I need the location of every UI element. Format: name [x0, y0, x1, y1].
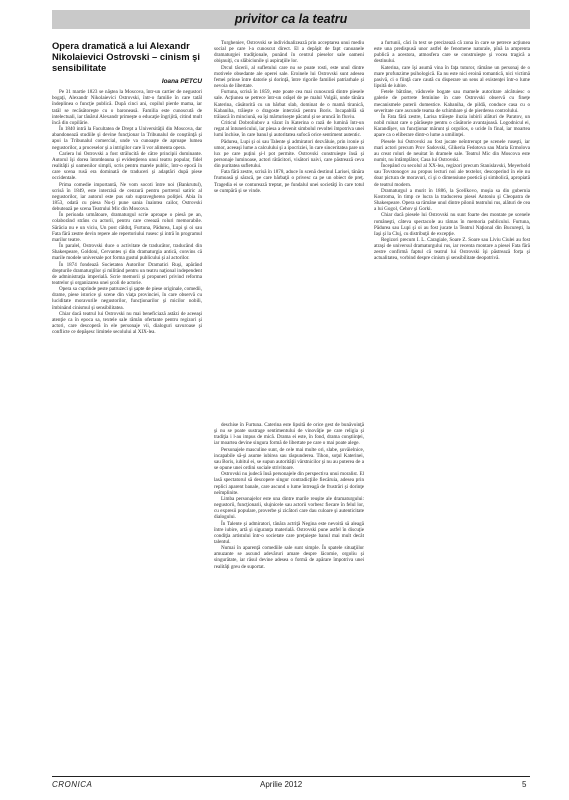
paragraph: deschise în Furtuna. Caterina este lipsită de orice gest de bunăvoinţă şi nu se poate sustrage sentimentului de vinovăţie pe care religia şi tradiţia i l-au impus de mică. Drama ei este, în fond, drama conştiinţei, iar moartea devine singura formă de libertate pe care o mai poate alege. [214, 422, 364, 447]
paragraph: Personajele masculine sunt, de cele mai multe ori, slabe, şovăielnice, incapabile să-şi asume iubirea sau răspunderea. Tihon, soţul Katerinei, sau Boris, iubitul ei, se supun autorităţii vârstnicilor şi nu au puterea de a se opune unei ordini sociale strivitoare. [214, 446, 364, 472]
footer-divider [52, 776, 530, 777]
footer-publication: CRONICA [52, 780, 93, 789]
paragraph: Dramaturgul a murit în 1886, la Şcelîkovo, moşia sa din gubernia Kostroma, în timp ce lucra la traducerea piesei Antoniu şi Cleopatra de Shakespeare. Opera sa rămâne unul dintre pilonii teatrului rus, alături de cea a lui Gogol, Cehov şi Gorki. [374, 187, 530, 213]
paragraph: Drcul tăcerii, al sufletului care nu se poate rosti, este unul dintre motivele obsedante ale operei sale. Eroinele lui Ostrovski sunt adesea femei prinse între datorie şi dorinţă, între rigorile familiei patriarhale şi nevoia de libertate. [214, 64, 364, 90]
paragraph: Pădurea, Lupi şi oi sau Talente şi admiratori dezvăluie, prin ironie şi umor, aceeaşi lume a calculului şi a ipocriziei, în care sinceritatea pare un lux pe care puţini şi-l pot permite. Ostrovski construieşte însă şi personaje luminoase, actori rătăcitori, visători naivi, care păstrează ceva din puritatea sufletului. [214, 138, 364, 170]
paragraph: Fata fără zestre, scrisă în 1878, aduce în scenă destinul Larisei, tânăra frumoasă şi săracă, pe care bărbaţii o privesc ca pe un obiect de preţ. Tragedia ei se conturează treptat, pe fundalul unei societăţi în care totul se cumpără şi se vinde. [214, 169, 364, 194]
article-author: Ioana PETCU [161, 78, 202, 85]
paragraph: Furtuna, scrisă în 1859, este poate cea mai cunoscută dintre piesele sale. Acţiunea se petrece într-un orăşel de pe malul Volgăi, unde tânăra Katerina, căsătorită cu un bărbat slab, dominat de o mamă tiranică, Kabaniha, trăieşte o dragoste interzisă pentru Boris. Incapabilă să trăiască în minciună, ea îşi mărturiseşte păcatul şi se aruncă în fluviu. [214, 89, 364, 120]
paragraph: În Fata fără zestre, Larisa trăieşte iluzia iubirii alături de Paratov, un nobil ruinat care o părăseşte pentru o căsătorie avantajoasă. Logodnicul ei, Karandîşev, un funcţionar mărunt şi orgolios, o ucide în final, iar moartea apare ca o eliberare dintr-o lume a umilinţei. [374, 113, 530, 139]
paragraph: a furtunii, căci în text se precizează că zona în care se petrece acţiunea este una predispusă unor astfel de fenomene naturale, pînă la amprenta publică a acestora, atmosfera care se construieşte şi vocea tragică a destinului. [374, 40, 530, 65]
paragraph: Chiar dacă piesele lui Ostrovski nu sunt foarte des montate pe scenele româneşti, câteva spectacole au rămas în memoria publicului. Furtuna, Pădurea sau Lupi şi oi au fost jucate la Teatrul Naţional din Bucureşti, la Iaşi şi la Cluj, cu distribuţii de excepţie. [374, 212, 530, 237]
paragraph: Pe 31 martie 1823 se năştea la Moscova, într-un cartier de negustori bogaţi, Alexandr Nikolaievici Ostrovski, într-o familie în care tatăl îndeplinea o funcţie publică. După cinci ani, copilul pierde mama, iar tatăl se recăsătoreşte cu o baroneasă. Familia este cunoscută de intelectuali, iar tânărul Alexandr primeşte o educaţie îngrijită, citind mult încă din copilărie. [52, 89, 202, 126]
section-banner-title: privitor ca la teatru [234, 12, 348, 26]
article-column-3 [374, 40, 530, 762]
paragraph: Ostrovski nu judecă însă personajele din perspectiva unui moralist. El lasă spectatorul să descopere singur contradicţiile fiecăruia, adesea prin replici aparent banale, care ascund o lume întreagă de frustrări şi dorinţe neîmplinite. [214, 471, 364, 496]
section-banner [52, 10, 530, 29]
paragraph: Prima comedie importantă, Ne vom socoti între noi (Bankrutul), scrisă în 1849, este interzisă de cenzură pentru portretul satiric al negustorilor, iar autorul este pus sub supravegherea poliţiei. Abia în 1853, odată cu piesa Nu-ţi pune sania înaintea cailor, Ostrovski debutează pe scena Teatrului Mic din Moscova. [52, 181, 202, 213]
paragraph: Fetele bătrâne, văduvele bogate sau mamele autoritare alcătuiesc o galerie de portrete feminine în care Ostrovski observă cu fineţe mecanismele puterii domestice. Kabaniha, de pildă, conduce casa cu o severitate care ascunde teama de schimbare şi de pierderea controlului. [374, 89, 530, 114]
paragraph: Începând cu secolul al XX-lea, regizori precum Stanislavski, Meyerhold sau Tovstonogov au propus lecturi noi ale textelor, descoperind în ele nu doar pictura de moravuri, ci şi o dimensiune poetică şi simbolică, apropiată de teatrul modern. [374, 163, 530, 188]
paragraph: În 1840 intră la Facultatea de Drept a Universităţii din Moscova, dar abandonează studiile şi devine funcţionar la Tribunalul de conştiinţă şi apoi la Tribunalul comercial, unde va cunoaşte de aproape lumea negustorilor, a proceselor şi a intrigilor care îi vor alimenta opera. [52, 126, 202, 151]
paragraph: În Talente şi admiratori, tânăra actriţă Negina este nevoită să aleagă între iubire, artă şi siguranţa materială. Ostrovski pune astfel în discuţie condiţia artistului într-o societate care preţuieşte banul mai mult decât talentul. [214, 520, 364, 545]
paragraph: Opera sa cuprinde peste patruzeci şi şapte de piese originale, comedii, drame, piese istorice şi scene din viaţa provinciei, în care observă cu luciditate moravurile negustorilor, funcţionarilor şi micilor nobili, îmbinând cinismul şi sensibilitatea. [52, 286, 202, 311]
paragraph: Regizori precum I. L. Caragiale, Soare Z. Soare sau Liviu Ciulei au fost atraşi de universul dramaturgului rus, iar recenta montare a piesei Fata fără zestre confirmă faptul că teatrul lui Ostrovski îşi păstrează forţa şi actualitatea, vorbind despre cinism şi sensibilitate deopotrivă. [374, 237, 530, 262]
article-title: Opera dramatică a lui Alexandr Nikolaievici Ostrovski – cinism şi sensibilitate [52, 40, 200, 73]
paragraph: Criticul Dobroliubov a văzut în Katerina o rază de lumină într-un regat al întunericului, iar piesa a devenit simbolul revoltei împotriva unei lumi închise, în care banul şi autoritatea sufocă orice sentiment autentic. [214, 120, 364, 139]
article-column-1 [52, 40, 202, 762]
paragraph: În paralel, Ostrovski duce o activitate de traducător, traducând din Shakespeare, Goldoni, Cervantes şi din dramaturgia antică, convins că marile modele universale pot forma gustul publicului şi al actorilor. [52, 243, 202, 262]
paragraph: Katerina, care îşi asumă vina în faţa tuturor, rămâne un personaj de o mare profunzime psihologică. Ea nu este nici eroină romantică, nici victimă pasivă, ci o fiinţă care caută cu disperare un sens al existenţei într-o lume lipsită de iubire. [374, 64, 530, 90]
paragraph: Numai în aparenţă comediile sale sunt simple. În spatele situaţiilor amuzante se ascund adevăruri amare despre lăcomie, orgoliu şi singurătate, iar râsul devine adesea o formă de apărare împotriva unei realităţi greu de suportat. [214, 545, 364, 570]
article-column-2 [214, 40, 364, 410]
paragraph: Piesele lui Ostrovski au fost jucate neîntrerupt pe scenele ruseşti, iar mari actori precum Prov Sadovski, Glikeria Fedotova sau Maria Ermolova au creat roluri de neuitat în dramele sale. Teatrul Mic din Moscova este numit, nu întâmplător, Casa lui Ostrovski. [374, 138, 530, 163]
footer-issue-date: Aprilie 2012 [260, 780, 303, 789]
paragraph: În 1874 fondează Societatea Autorilor Dramatici Ruşi, apărând drepturile dramaturgilor şi militând pentru un teatru naţional independent de administraţia imperială. Scrie memorii şi propuneri privind reforma teatrelor şi organizarea unei şcoli de actorie. [52, 261, 202, 286]
paragraph: Turgheniev, Ostrovski se individualizează prin acceptarea unui mediu social pe care l-a cunoscut direct. El a depăşit de fapt canoanele dramaturgiei tradiţionale, punând în centrul pieselor sale oameni obişnuiţi, cu slăbiciunile şi aspiraţiile lor. [214, 40, 364, 65]
paragraph: În perioada următoare, dramaturgul scrie aproape o piesă pe an, colaborând strâns cu actorii, pentru care creează roluri memorabile. Sărăcia nu e un viciu, Un post călduţ, Furtuna, Pădurea, Lupi şi oi sau Fata fără zestre devin repere ale repertoriului rusesc şi intră în programul marilor teatre. [52, 212, 202, 243]
footer-page-number: 5 [522, 780, 527, 789]
paragraph: Cariera lui Ostrovski a fost strălucită de către principii dominante. Autorul îşi dorea întotdeauna şi evidenţierea unui teatru popular, fidel realităţii şi oamenilor simpli, scris pentru marele public, într-o epocă în care scena rusă era dominată de traduceri şi adaptări după piese occidentale. [52, 150, 202, 182]
paragraph: Chiar dacă teatrul lui Ostrovski nu mai beneficiază astăzi de aceeaşi atenţie ca în epoca sa, textele sale rămân ofertante pentru regizori şi actori, care descoperă în ele personaje vii, dialoguri savuroase şi conflicte ce depăşesc limitele secolului al XIX-lea. [52, 310, 202, 336]
article-column-2-lower [214, 422, 364, 762]
paragraph: Limba personajelor este una dintre marile reuşite ale dramaturgului: negustorii, funcţionarii, slujnicele sau actorii vorbesc fiecare în felul lor, cu expresii populare, proverbe şi zicători care dau culoare şi autenticitate dialogului. [214, 495, 364, 521]
